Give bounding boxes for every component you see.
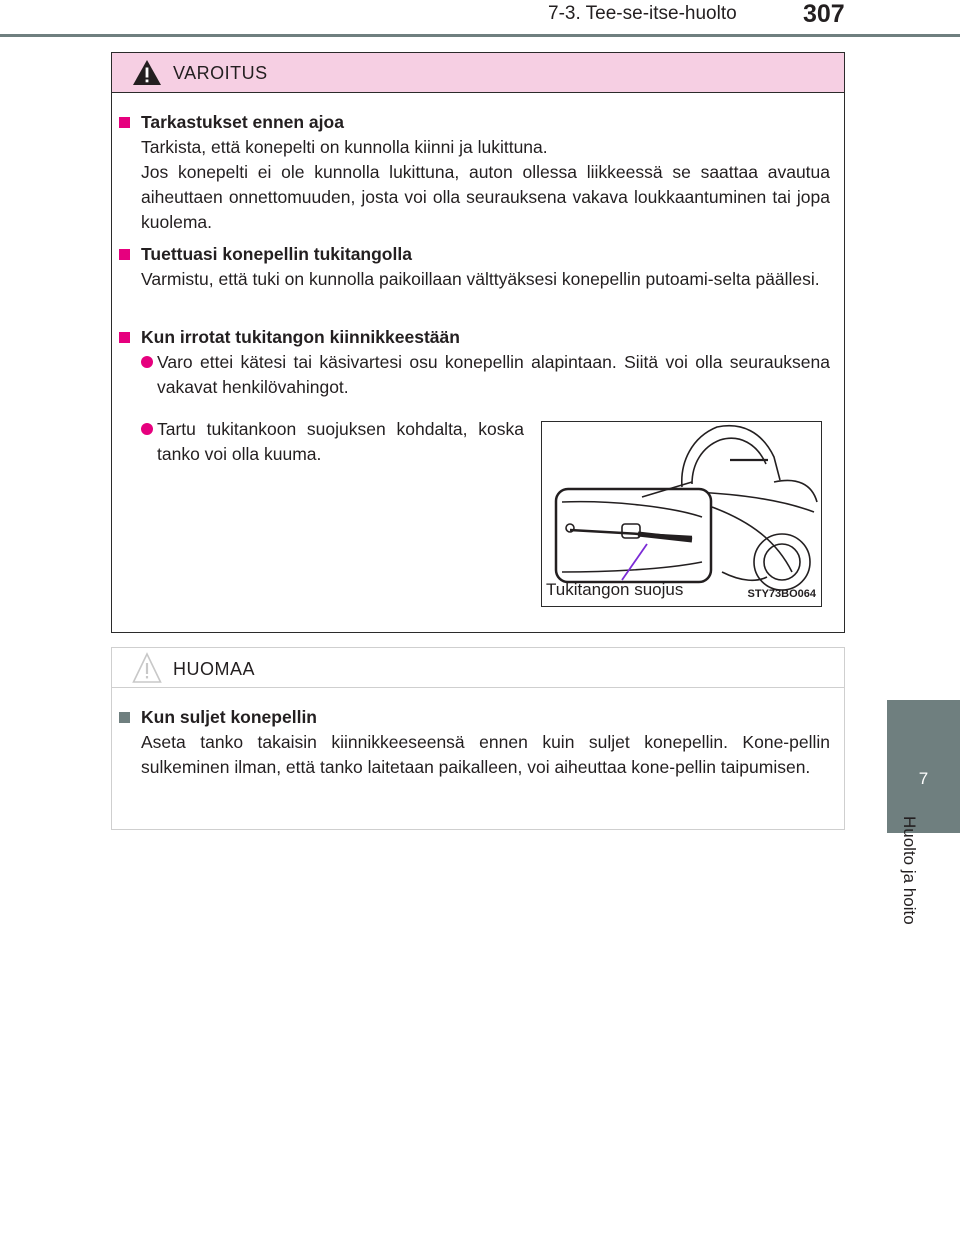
warning-item-removing-rod [119,325,830,400]
square-bullet-icon [119,249,130,260]
chapter-tab[interactable] [887,700,960,833]
notice-box [111,647,845,830]
figure-callout-label: Tukitangon suojus [546,580,684,599]
item-text: Jos konepelti ei ole kunnolla lukittuna, auton ollessa liikkeessä se saattaa avautua aiheuttaen onnettomuuden, josta voi olla seurauksena vakava loukkaantuminen tai jopa kuolema. [141,162,830,232]
warning-item-pre-drive-checks [119,110,830,235]
notice-header [112,648,844,688]
warning-triangle-icon [132,59,162,86]
item-title: Tuettuasi konepellin tukitangolla [119,242,830,267]
warning-label: VAROITUS [173,63,268,83]
item-text: Aseta tanko takaisin kiinnikkeeseensä ennen kuin suljet konepellin. Kone-pellin sulkeminen ilman, että tanko laitetaan paikalleen, voi aiheuttaa kone-pellin taipumisen. [141,732,830,777]
header-rule [0,34,960,37]
page-number: 307 [803,0,845,28]
notice-label: HUOMAA [173,659,256,679]
figure-code: STY73BO064 [747,588,816,600]
notice-item-closing-hood [119,705,830,780]
item-title: Tarkastukset ennen ajoa [119,110,830,135]
chapter-title: Huolto ja hoito [900,816,919,925]
item-title: Kun irrotat tukitangon kiinnikkeestään [119,325,830,350]
round-bullet-icon [141,356,153,368]
square-bullet-icon [119,117,130,128]
hood-support-figure [541,421,822,607]
notice-triangle-icon [132,652,162,684]
item-text: Varmistu, että tuki on kunnolla paikoillaan välttyäksesi konepellin putoami-selta päällesi. [141,269,820,289]
round-bullet-icon [141,423,153,435]
bullet-item: Varo ettei kätesi tai käsivartesi osu konepellin alapintaan. Siitä voi olla seurauksena vakavat henkilövahingot. [119,350,830,400]
bullet-item: Tartu tukitankoon suojuksen kohdalta, koska tanko voi olla kuuma. [119,417,524,467]
warning-item-after-support [119,242,830,292]
item-text: Tarkista, että konepelti on kunnolla kiinni ja lukittuna. [141,137,548,157]
warning-box [111,52,845,633]
warning-item-grip-rod [119,417,524,467]
warning-header [112,53,844,93]
chapter-number: 7 [918,769,929,788]
section-title: 7-3. Tee-se-itse-huolto [548,3,737,24]
hood-support-illustration [542,422,821,606]
item-title: Kun suljet konepellin [119,705,830,730]
square-bullet-icon [119,712,130,723]
square-bullet-icon [119,332,130,343]
